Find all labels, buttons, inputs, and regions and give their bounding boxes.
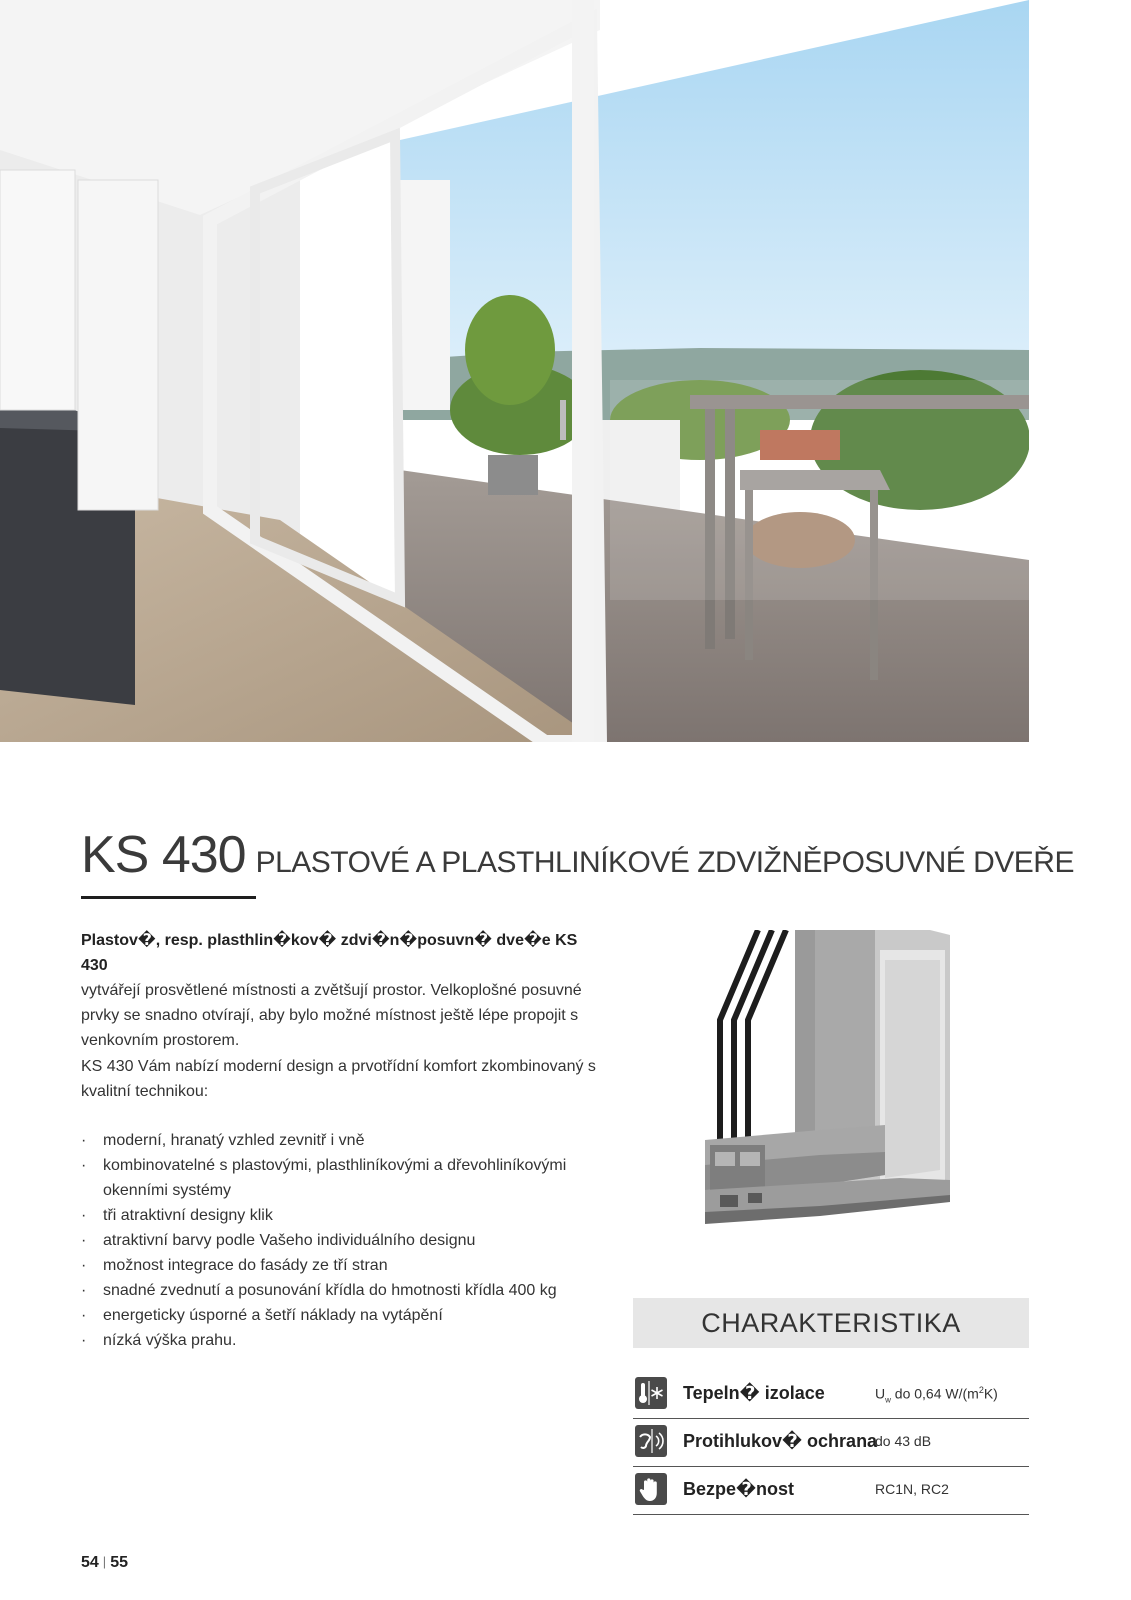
characteristic-row-thermal: [633, 1370, 1029, 1419]
door-profile-illustration: [700, 930, 970, 1250]
list-item: · nízká výška prahu.: [81, 1328, 621, 1353]
title-model: KS 430: [81, 826, 246, 884]
list-item: · energeticky úsporné a šetří náklady na vytápění: [81, 1303, 621, 1328]
page-number-left: 54: [81, 1554, 99, 1571]
characteristic-row-acoustic: [633, 1418, 1029, 1467]
list-item: · kombinovatelné s plastovými, plasthliníkovými a dřevohliníkovými okenními systémy: [81, 1153, 621, 1203]
feature-list: [81, 1128, 621, 1353]
title-subtitle: PLASTOVÉ A PLASTHLINÍKOVÉ ZDVIŽNĚPOSUVNÉ DVEŘE: [255, 846, 1074, 879]
intro-paragraph: [81, 928, 601, 1053]
page-numbers: [81, 1554, 128, 1572]
door-frame-vertical: [572, 0, 594, 742]
title-underline: [81, 896, 256, 899]
page-separator: |: [102, 1554, 107, 1569]
page-number-right: 55: [110, 1554, 128, 1571]
white-building: [400, 180, 450, 410]
door-handle: [560, 400, 566, 440]
characteristics-title: CHARAKTERISTIKA: [701, 1308, 961, 1338]
characteristic-value: $U_w$ do 0,64 $W/(m^2K)$: [875, 1385, 998, 1405]
characteristic-label: Protihlukov� ochrana: [683, 1431, 878, 1451]
ear-sound-icon: [635, 1425, 667, 1457]
plant: [465, 295, 555, 405]
paragraph-2: KS 430 Vám nabízí moderní design a prvotřídní komfort zkombinovaný s kvalitní technikou:: [81, 1058, 596, 1100]
list-item: · atraktivní barvy podle Vašeho individuálního designu: [81, 1228, 621, 1253]
characteristic-label: Tepeln� izolace: [683, 1383, 825, 1403]
hand-security-icon: [635, 1473, 667, 1505]
list-item: · moderní, hranatý vzhled zevnitř i vně: [81, 1128, 621, 1153]
glass-railing: [610, 380, 1029, 600]
list-item: · snadné zvednutí a posunování křídla do hmotnosti křídla 400 kg: [81, 1278, 621, 1303]
kitchen-cabinet: [78, 180, 158, 510]
list-item: · možnost integrace do fasády ze tří stran: [81, 1253, 621, 1278]
page-title: [81, 825, 1074, 885]
list-item: · tři atraktivní designy klik: [81, 1203, 621, 1228]
thermometer-snowflake-icon: [635, 1377, 667, 1409]
characteristic-value: RC1N, RC2: [875, 1481, 949, 1497]
characteristic-label: Bezpe�nost: [683, 1479, 795, 1499]
hero-photo: [0, 0, 1029, 742]
intro-bold: Plastov�, resp. plasthlin�kov� zdvi�n�posuvn� dve�e KS 430: [81, 932, 578, 974]
kitchen-cabinet: [0, 170, 75, 410]
characteristic-value: do 43 dB: [875, 1433, 932, 1449]
characteristic-row-security: [633, 1466, 1029, 1515]
characteristics-header: [633, 1298, 1029, 1348]
plant-pot: [488, 455, 538, 495]
intro-text: vytvářejí prosvětlené místnosti a zvětšují prostor. Velkoplošné posuvné prvky se snadno otvírají, aby bylo možné místnost ještě lépe propojit s venkovním prostorem.: [81, 982, 582, 1049]
